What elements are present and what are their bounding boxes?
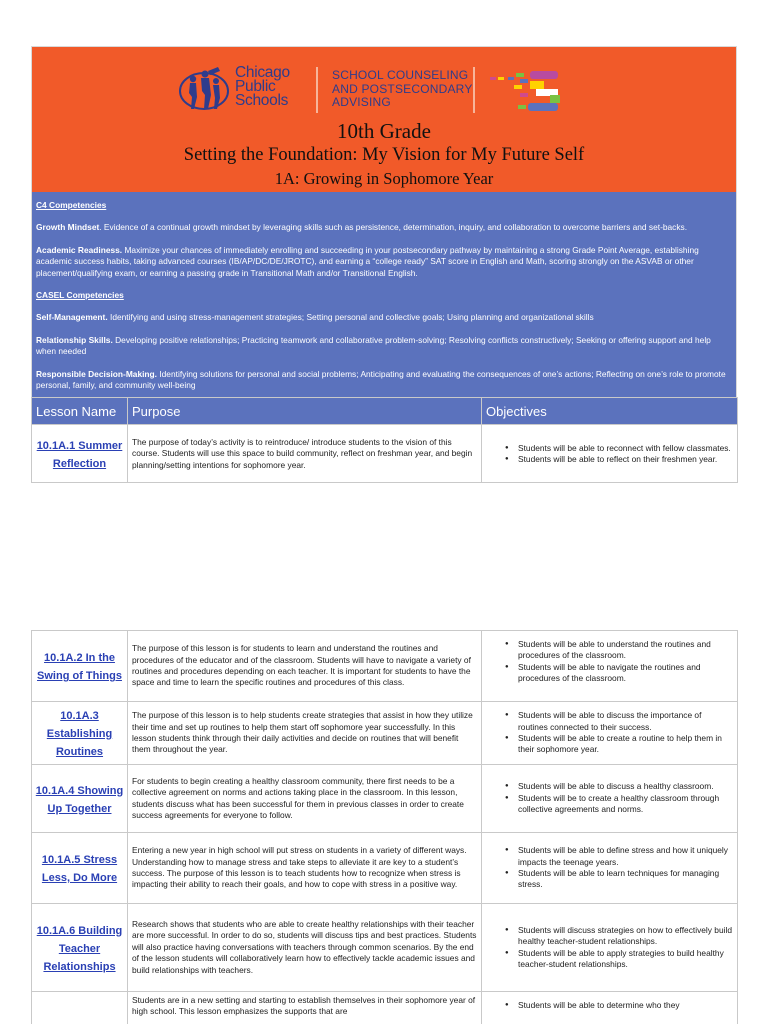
objective-item: ● Students will be able to reflect on their freshmen year. bbox=[488, 454, 733, 465]
table-row bbox=[32, 702, 738, 765]
objective-item: ● Students will be able to create a routine to help them in their sophomore year. bbox=[488, 733, 733, 756]
competency-growth-mindset: Growth Mindset. Evidence of a continual growth mindset by leveraging skills such as persistence, determination, inquiry, and collaboration to overcome barriers and set-backs. bbox=[36, 222, 688, 233]
lesson-purpose: For students to begin creating a healthy classroom community, there first needs to be a collective agreement on norms and actions taking place in the classroom. In this lesson, students discuss what has been successful for them in previous classes in order to create success agreements for everyone to follow. bbox=[128, 765, 482, 833]
objective-item: ● Students will be able to define stress and how it uniquely impacts the teenage years. bbox=[488, 845, 733, 868]
table-row bbox=[32, 425, 738, 483]
lesson-link[interactable]: 10.1A.5 Stress Less, Do More bbox=[41, 854, 118, 884]
cps-wordmark: Chicago Public Schools bbox=[235, 64, 290, 109]
competency-responsible-decision-making: Responsible Decision-Making. Identifying solutions for personal and social problems; Anticipating and evaluating the consequences of one’s actions; Reflecting on one’s role to promote personal, family, and community well-being bbox=[36, 368, 726, 391]
lesson-purpose: Students are in a new setting and starting to establish themselves in their sophomore year of high school. This lesson emphasizes the supports that are bbox=[128, 992, 482, 1024]
department-name: SCHOOL COUNSELING AND POSTSECONDARY ADVISING bbox=[332, 68, 473, 109]
lesson-link[interactable]: 10.1A.4 Showing Up Together bbox=[35, 784, 124, 815]
col-lesson-name: Lesson Name bbox=[32, 398, 128, 425]
objective-item: ● Students will be able to apply strategies to build healthy teacher-student relationships. bbox=[488, 948, 733, 971]
objective-item: ● Students will discuss strategies on how to effectively build healthy teacher-student relationships. bbox=[488, 925, 733, 948]
objective-item: ● Students will be able to understand the routines and procedures of the classroom. bbox=[488, 639, 733, 662]
lesson-table-page1 bbox=[31, 397, 738, 483]
lesson-link[interactable]: 10.1A.3 Establishing Routines bbox=[46, 710, 113, 758]
objective-item: ● Students will be able to discuss a healthy classroom. bbox=[488, 781, 733, 792]
lesson-purpose: The purpose of this lesson is for students to learn and understand the routines and procedures of the educator and of the classroom. Students will have to navigate a variety of routines and procedures depending on each teacher. It is important for students to have the space and time to learn the specific routines and procedures of this class. bbox=[128, 631, 482, 702]
objective-item: ● Students will be able to navigate the routines and procedures of the classroom. bbox=[488, 662, 733, 685]
lesson-purpose: Research shows that students who are able to create healthy relationships with their teacher are more successful. In order to do so, students will discuss tips and best practices. Students will also practice having conversations with teachers through common scenarios. By the end of the lesson students will collaboratively learn how to effectively tackle academic issues and build relationships with teachers. bbox=[128, 904, 482, 992]
lesson-link[interactable]: 10.1A.6 Building Teacher Relationships bbox=[36, 924, 123, 973]
subunit-title: 1A: Growing in Sophomore Year bbox=[274, 169, 494, 188]
competency-relationship-skills: Relationship Skills. Developing positive relationships; Practicing teamwork and collaborative problem-solving; Resolving conflicts constructively; Seeking or offering support and help when needed bbox=[36, 334, 711, 357]
objective-item: ● Students will be able to determine who they bbox=[488, 1000, 733, 1011]
table-row bbox=[32, 992, 738, 1024]
s-brand-logo-icon bbox=[490, 69, 590, 115]
competency-academic-readiness: Academic Readiness. Maximize your chances of immediately enrolling and succeeding in your postsecondary pathway by maintaining a strong Grade Point Average, establishing academic success habits, taking advanced courses (IB/AP/DC/DE/JROTC), and earning a “college ready” SAT score in English and Math, scoring strongly on the ASVAB or other placement/qualifying exam, or earning a passing grade in Transitional Math and/or Transitional English. bbox=[36, 244, 699, 278]
table-row bbox=[32, 833, 738, 904]
competencies-band bbox=[31, 192, 737, 397]
lesson-purpose: The purpose of today’s activity is to reintroduce/ introduce students to the vision of this course. Students will use this space to build community, reflect on freshman year, and begin planning/setting intentions for sophomore year. bbox=[128, 425, 482, 483]
lesson-link[interactable]: 10.1A.1 Summer Reflection bbox=[36, 439, 123, 470]
cps-logo-figures-icon bbox=[178, 65, 232, 111]
table-header-row bbox=[32, 398, 738, 425]
logo-divider bbox=[473, 67, 475, 113]
lesson-table-page2 bbox=[31, 630, 738, 1024]
lesson-purpose: Entering a new year in high school will put stress on students in a variety of different ways. Understanding how to manage stress and take steps to alleviate it are key to a student’s success. The purpose of this lesson is to teach students how to recognize when stress is impacting their ability to reach their goals, and how to cope with stress in a positive way. bbox=[128, 833, 482, 904]
lesson-purpose: The purpose of this lesson is to help students create strategies that assist in how they utilize their time and set up routines to help them start off sophomore year successfully. In this lesson students think through their daily activities and decide on routines that will benefit them throughout the year. bbox=[128, 702, 482, 765]
objective-item: ● Students will be able to reconnect with fellow classmates. bbox=[488, 443, 733, 454]
table-row bbox=[32, 904, 738, 992]
lesson-link[interactable]: 10.1A.2 In the Swing of Things bbox=[37, 652, 122, 682]
objective-item: ● Students will be able to discuss the importance of routines connected to their success. bbox=[488, 710, 733, 733]
unit-title: Setting the Foundation: My Vision for My Future Self bbox=[183, 145, 585, 165]
col-purpose: Purpose bbox=[128, 398, 482, 425]
header-banner bbox=[31, 46, 737, 192]
casel-heading: CASEL Competencies bbox=[36, 290, 124, 301]
competency-self-management: Self-Management. Identifying and using stress-management strategies; Setting personal and collective goals; Using planning and organizational skills bbox=[36, 312, 594, 323]
objective-item: ● Students will be able to learn techniques for managing stress. bbox=[488, 868, 733, 891]
grade-title: 10th Grade bbox=[337, 119, 431, 143]
objective-item: ● Students will be to create a healthy classroom through collective agreements and norms. bbox=[488, 793, 733, 816]
document-page-2 bbox=[31, 630, 737, 1024]
table-row bbox=[32, 631, 738, 702]
col-objectives: Objectives bbox=[482, 398, 738, 425]
table-row bbox=[32, 765, 738, 833]
document-page-1 bbox=[31, 46, 737, 483]
c4-heading: C4 Competencies bbox=[36, 200, 107, 210]
logo-divider bbox=[316, 67, 318, 113]
